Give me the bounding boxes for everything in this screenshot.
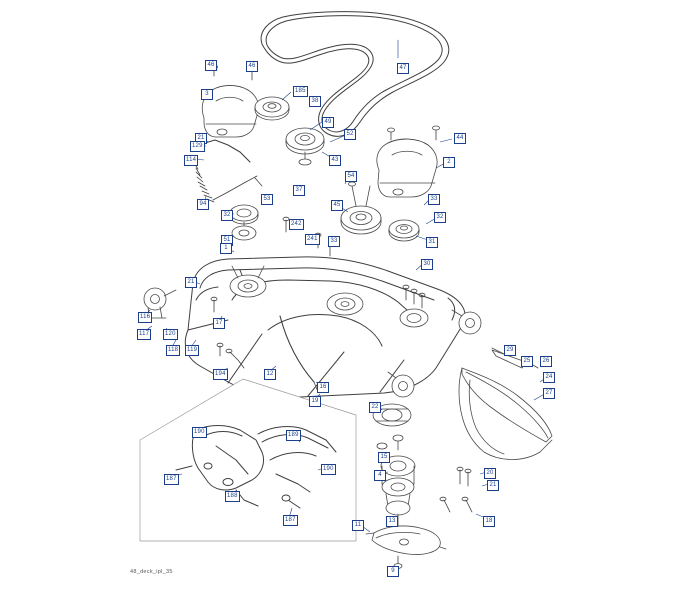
part-callout-118[interactable]: 118: [166, 345, 180, 356]
part-callout-190[interactable]: 190: [192, 427, 207, 438]
part-callout-46[interactable]: 46: [246, 61, 258, 72]
part-callout-47[interactable]: 47: [397, 63, 409, 74]
drawing-code-label: 48_deck_ipl_35: [130, 569, 173, 575]
part-callout-187[interactable]: 187: [164, 474, 179, 485]
part-callout-37[interactable]: 37: [293, 185, 305, 196]
part-callout-45[interactable]: 45: [331, 200, 343, 211]
drive-belt-part: [261, 12, 449, 137]
part-callout-114[interactable]: 114: [184, 155, 198, 166]
part-callout-22[interactable]: 22: [369, 402, 381, 413]
part-callout-21[interactable]: 21: [185, 277, 197, 288]
part-callout-3[interactable]: 3: [201, 89, 213, 100]
part-callout-46[interactable]: 46: [205, 60, 217, 71]
part-callout-19[interactable]: 19: [309, 396, 321, 407]
part-callout-44[interactable]: 44: [454, 133, 466, 144]
part-callout-94[interactable]: 94: [197, 199, 209, 210]
spindle-assembly-part: [381, 435, 415, 526]
right-cover-bolt-parts: [388, 126, 440, 140]
part-callout-33[interactable]: 33: [328, 236, 340, 247]
part-callout-119[interactable]: 119: [185, 345, 199, 356]
part-callout-52[interactable]: 52: [344, 129, 356, 140]
part-callout-116[interactable]: 116: [138, 312, 152, 323]
part-callout-32[interactable]: 32: [221, 210, 233, 221]
part-callout-51[interactable]: 51: [221, 235, 233, 246]
upper-idler-pulley-part: [255, 97, 289, 120]
part-callout-117[interactable]: 117: [137, 329, 151, 340]
blade-bolt-parts: [440, 467, 472, 512]
right-belt-cover-part: [377, 139, 437, 197]
part-callout-242[interactable]: 242: [289, 219, 304, 230]
part-callout-30[interactable]: 30: [421, 259, 433, 270]
part-callout-26[interactable]: 26: [540, 356, 552, 367]
part-callout-27[interactable]: 27: [543, 388, 555, 399]
part-callout-1[interactable]: 1: [220, 243, 232, 254]
discharge-chute-part: [459, 348, 552, 460]
part-callout-194[interactable]: 194: [213, 369, 228, 380]
part-callout-17[interactable]: 17: [213, 318, 225, 329]
right-spindle-pulley-part: [389, 220, 419, 241]
part-callout-20[interactable]: 20: [484, 468, 496, 479]
mower-blade-part: [366, 526, 446, 555]
part-callout-129[interactable]: 129: [190, 141, 205, 152]
part-callout-2[interactable]: 2: [443, 157, 455, 168]
middle-spindle-pulley-part: [341, 182, 381, 234]
part-callout-187[interactable]: 187: [283, 515, 298, 526]
part-callout-16[interactable]: 16: [317, 382, 329, 393]
part-callout-185[interactable]: 185: [293, 86, 308, 97]
part-callout-120[interactable]: 120: [163, 329, 178, 340]
part-callout-29[interactable]: 29: [504, 345, 516, 356]
part-callout-21[interactable]: 21: [487, 480, 499, 491]
part-callout-241[interactable]: 241: [305, 234, 320, 245]
part-callout-31[interactable]: 31: [426, 237, 438, 248]
part-callout-190[interactable]: 190: [321, 464, 336, 475]
part-callout-12[interactable]: 12: [264, 369, 276, 380]
part-callout-4[interactable]: 4: [374, 470, 386, 481]
part-callout-43[interactable]: 43: [329, 155, 341, 166]
part-callout-9[interactable]: 9: [387, 566, 399, 577]
part-callout-15[interactable]: 15: [378, 452, 390, 463]
part-callout-32[interactable]: 32: [434, 212, 446, 223]
part-callout-54[interactable]: 54: [345, 171, 357, 182]
part-callout-13[interactable]: 13: [386, 516, 398, 527]
part-callout-21[interactable]: 21: [195, 133, 207, 144]
part-callout-18[interactable]: 18: [483, 516, 495, 527]
left-small-pulley-part: [230, 205, 258, 240]
part-callout-25[interactable]: 25: [521, 356, 533, 367]
part-callout-188[interactable]: 188: [225, 491, 240, 502]
part-callout-11[interactable]: 11: [352, 520, 364, 531]
part-callout-38[interactable]: 38: [309, 96, 321, 107]
part-callout-33[interactable]: 33: [428, 194, 440, 205]
part-callout-53[interactable]: 53: [261, 194, 273, 205]
part-callout-189[interactable]: 189: [286, 430, 301, 441]
center-idler-pulley-part: [286, 128, 324, 165]
part-callout-49[interactable]: 49: [322, 117, 334, 128]
part-callout-24[interactable]: 24: [543, 372, 555, 383]
